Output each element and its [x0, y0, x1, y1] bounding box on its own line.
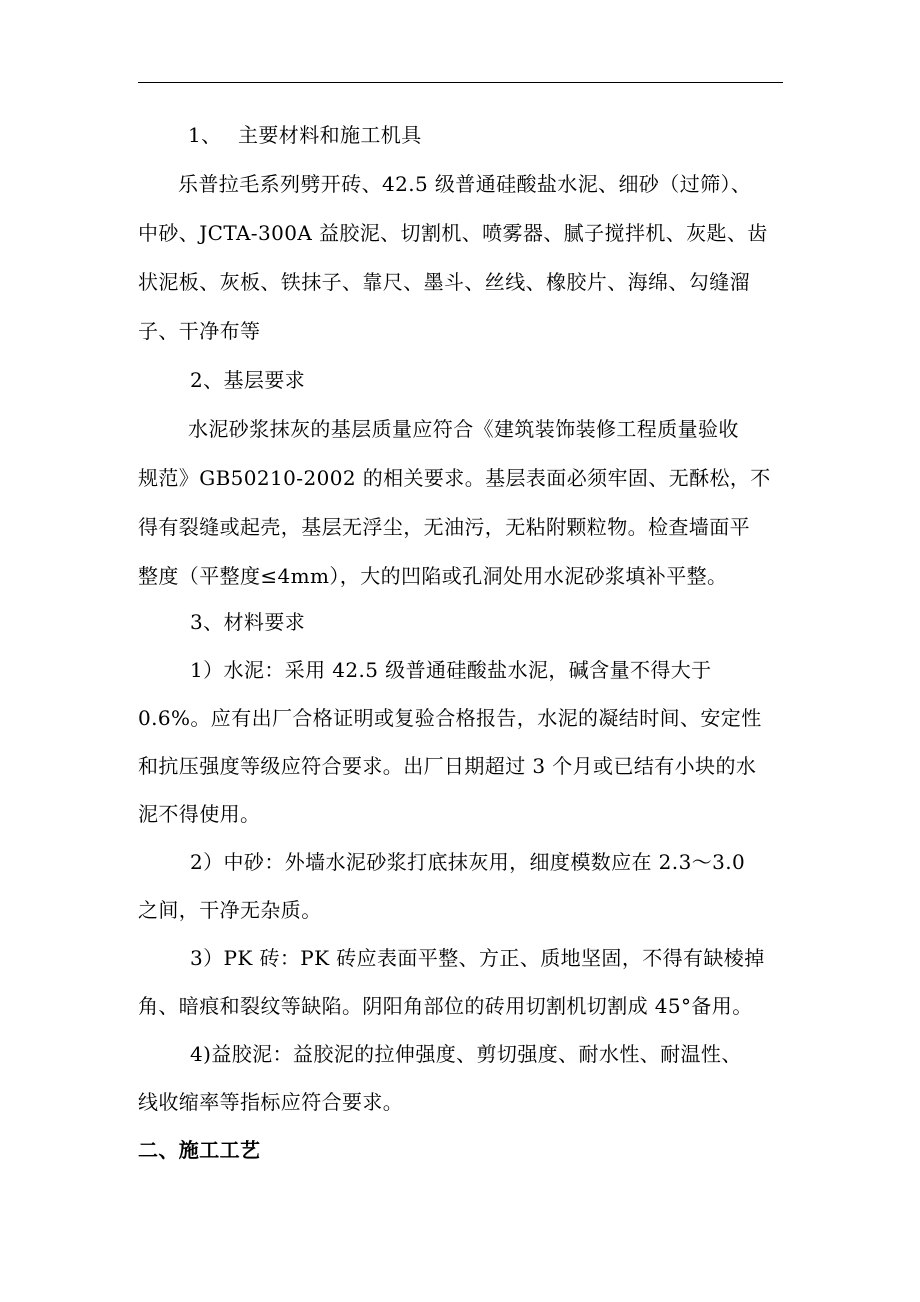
paragraph-line: 中砂、JCTA-300A 益胶泥、切割机、喷雾器、腻子搅拌机、灰匙、齿	[138, 221, 768, 245]
list-item-line: 4)益胶泥：益胶泥的拉伸强度、剪切强度、耐水性、耐温性、	[190, 1042, 742, 1066]
list-item-line: 角、暗痕和裂纹等缺陷。阴阳角部位的砖用切割机切割成 45°备用。	[138, 994, 753, 1018]
paragraph-line: 状泥板、灰板、铁抹子、靠尺、墨斗、丝线、橡胶片、海绵、勾缝溜	[138, 270, 750, 294]
section-3-heading: 3、材料要求	[190, 610, 306, 634]
paragraph-line: 水泥砂浆抹灰的基层质量应符合《建筑装饰装修工程质量验收	[188, 417, 739, 441]
list-item-line: 3）PK 砖：PK 砖应表面平整、方正、质地坚固，不得有缺棱掉	[190, 946, 765, 970]
list-item-line: 和抗压强度等级应符合要求。出厂日期超过 3 个月或已结有小块的水	[138, 754, 757, 778]
section-2-heading: 2、基层要求	[190, 368, 306, 392]
list-item-line: 泥不得使用。	[138, 802, 261, 826]
section-1-heading-title: 主要材料和施工机具	[238, 123, 422, 147]
paragraph-line: 得有裂缝或起壳，基层无浮尘，无油污，无粘附颗粒物。检查墙面平	[138, 515, 750, 539]
paragraph-line: 乐普拉毛系列劈开砖、42.5 级普通硅酸盐水泥、细砂（过筛）、	[178, 172, 752, 196]
list-item-line: 之间，干净无杂质。	[138, 898, 322, 922]
list-item-line: 0.6%。应有出厂合格证明或复验合格报告，水泥的凝结时间、安定性	[138, 706, 762, 730]
paragraph-line: 整度（平整度≤4mm），大的凹陷或孔洞处用水泥砂浆填补平整。	[138, 564, 728, 588]
header-rule	[138, 82, 783, 83]
section-construction-process-heading: 二、施工工艺	[138, 1138, 261, 1162]
paragraph-line: 规范》GB50210-2002 的相关要求。基层表面必须牢固、无酥松，不	[138, 466, 771, 490]
list-item-line: 2）中砂：外墙水泥砂浆打底抹灰用，细度模数应在 2.3～3.0	[190, 850, 746, 874]
section-1-heading-number: 1、	[188, 123, 222, 147]
list-item-line: 1）水泥：采用 42.5 级普通硅酸盐水泥，碱含量不得大于	[190, 658, 712, 682]
list-item-line: 线收缩率等指标应符合要求。	[138, 1090, 404, 1114]
paragraph-line: 子、干净布等	[138, 319, 261, 343]
